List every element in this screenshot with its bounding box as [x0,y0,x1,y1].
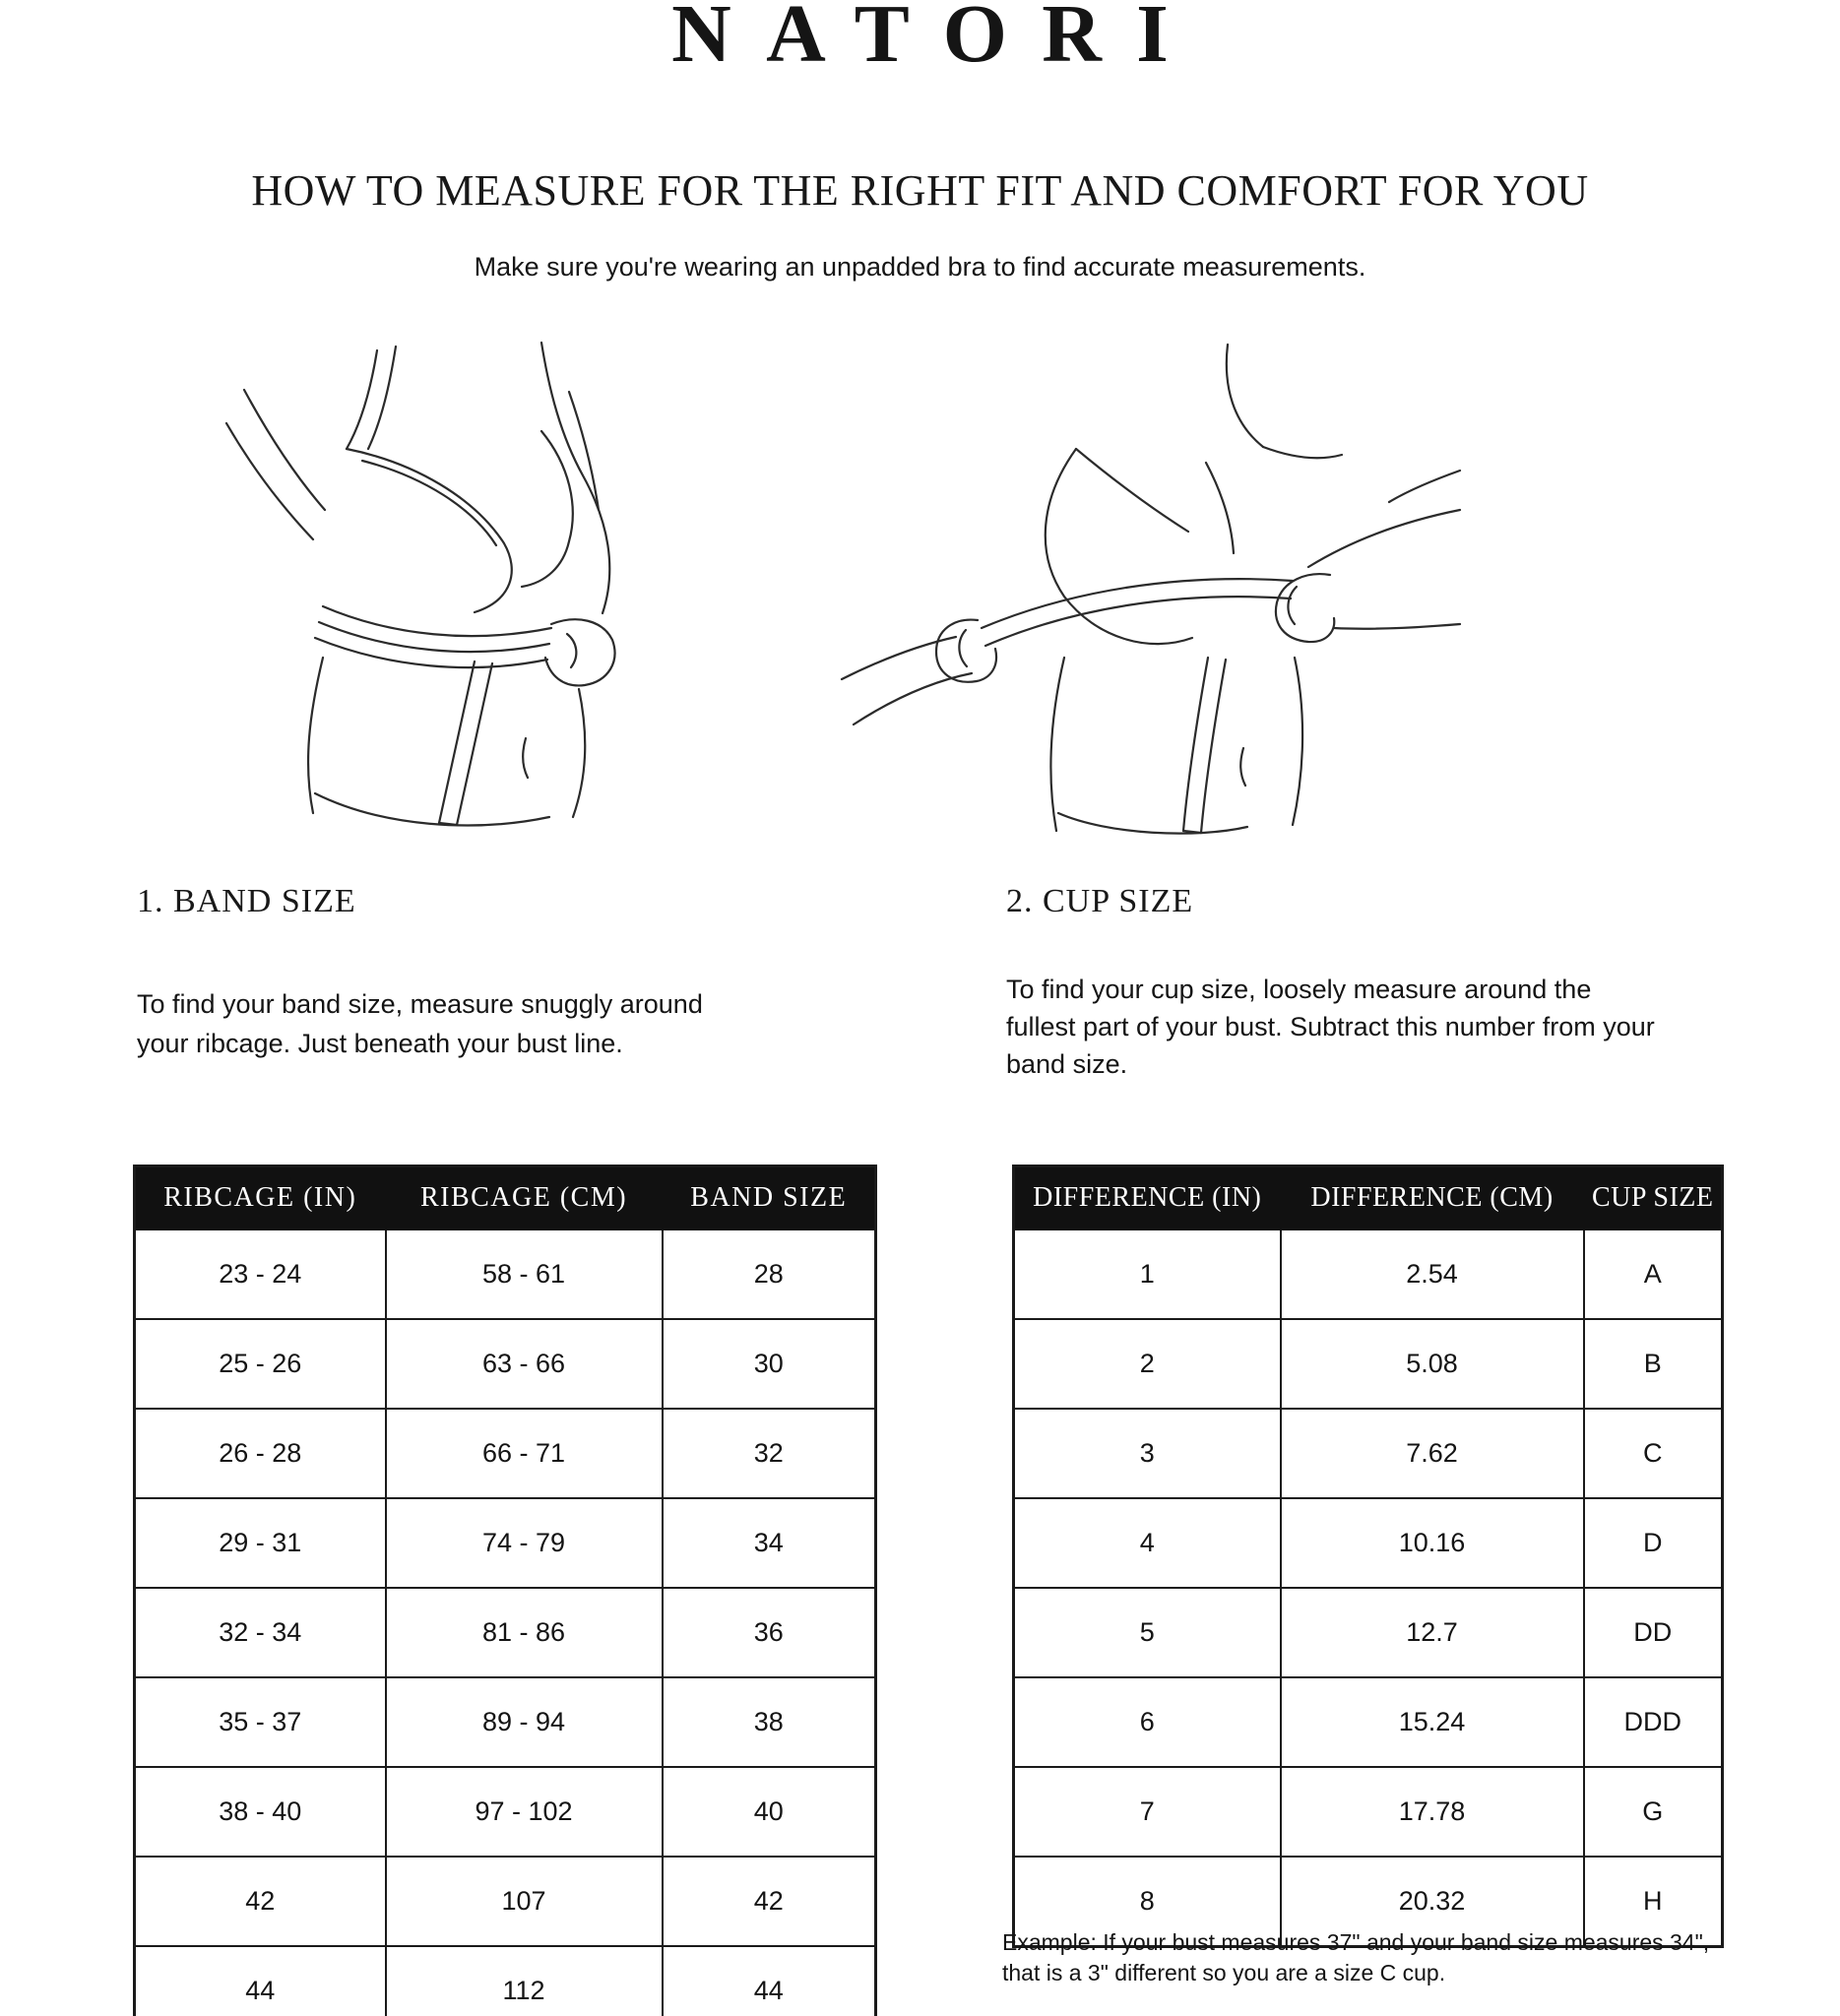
table-cell: 5.08 [1281,1319,1584,1409]
table-row [1014,1767,1723,1857]
table-cell: 42 [135,1857,386,1946]
table-cell: D [1584,1498,1723,1588]
table-cell: DD [1584,1588,1723,1677]
column-header: CUP SIZE [1584,1166,1723,1230]
table-cell: 17.78 [1281,1767,1584,1857]
table-cell: 81 - 86 [386,1588,663,1677]
table-cell: 15.24 [1281,1677,1584,1767]
table-row [1014,1229,1723,1319]
table-cell: 112 [386,1946,663,2016]
table-cell: 1 [1014,1229,1281,1319]
table-cell: H [1584,1857,1723,1947]
table-cell: 5 [1014,1588,1281,1677]
table-cell: 32 - 34 [135,1588,386,1677]
table-cell: 107 [386,1857,663,1946]
table-cell: DDD [1584,1677,1723,1767]
table-cell: 66 - 71 [386,1409,663,1498]
table-row [135,1677,876,1767]
table-cell: 32 [663,1409,876,1498]
table-cell: 23 - 24 [135,1229,386,1319]
table-cell: 28 [663,1229,876,1319]
table-cell: B [1584,1319,1723,1409]
table-cell: 40 [663,1767,876,1857]
table-cell: 36 [663,1588,876,1677]
table-cell: 74 - 79 [386,1498,663,1588]
table-cell: 34 [663,1498,876,1588]
table-cell: 63 - 66 [386,1319,663,1409]
table-cell: 4 [1014,1498,1281,1588]
table-cell: 35 - 37 [135,1677,386,1767]
cup-measurement-illustration [783,333,1462,845]
band-size-table [133,1165,877,2016]
table-row [135,1946,876,2016]
table-cell: 7 [1014,1767,1281,1857]
table-cell: 58 - 61 [386,1229,663,1319]
table-cell: 89 - 94 [386,1677,663,1767]
cup-size-heading: 2. CUP SIZE [1006,883,1194,919]
table-row [1014,1588,1723,1677]
table-cell: 20.32 [1281,1857,1584,1947]
table-cell: A [1584,1229,1723,1319]
cup-size-table [1012,1165,1724,1948]
table-cell: 42 [663,1857,876,1946]
table-row [1014,1409,1723,1498]
table-row [135,1409,876,1498]
table-cell: 97 - 102 [386,1767,663,1857]
table-cell: 29 - 31 [135,1498,386,1588]
table-cell: 38 [663,1677,876,1767]
table-cell: 2.54 [1281,1229,1584,1319]
table-row [135,1857,876,1946]
table-cell: C [1584,1409,1723,1498]
cup-size-description: To find your cup size, loosely measure around the fullest part of your bust. Subtract this number from your band size. [1006,975,1655,1079]
table-cell: 44 [663,1946,876,2016]
table-cell: 26 - 28 [135,1409,386,1498]
table-header-row [1014,1166,1723,1230]
band-size-heading: 1. BAND SIZE [137,883,356,919]
table-cell: 7.62 [1281,1409,1584,1498]
band-measurement-illustration [128,333,788,845]
table-row [135,1767,876,1857]
table-header-row [135,1166,876,1230]
table-cell: 8 [1014,1857,1281,1947]
table-cell: 3 [1014,1409,1281,1498]
column-header: BAND SIZE [663,1166,876,1230]
table-row [1014,1319,1723,1409]
table-row [135,1319,876,1409]
table-row [135,1229,876,1319]
table-row [135,1588,876,1677]
table-cell: 30 [663,1319,876,1409]
column-header: RIBCAGE (CM) [386,1166,663,1230]
table-cell: G [1584,1767,1723,1857]
table-cell: 25 - 26 [135,1319,386,1409]
column-header: DIFFERENCE (IN) [1014,1166,1281,1230]
band-size-description: To find your band size, measure snuggly around your ribcage. Just beneath your bust line. [137,989,703,1058]
column-header: DIFFERENCE (CM) [1281,1166,1584,1230]
page-subtitle: Make sure you're wearing an unpadded bra to find accurate measurements. [474,252,1366,282]
column-header: RIBCAGE (IN) [135,1166,386,1230]
table-cell: 2 [1014,1319,1281,1409]
table-cell: 10.16 [1281,1498,1584,1588]
table-cell: 44 [135,1946,386,2016]
table-row [1014,1677,1723,1767]
sizing-example-note: Example: If your bust measures 37" and your band size measures 34", that is a 3" different so you are a size C cup. [1002,1929,1710,1985]
table-cell: 38 - 40 [135,1767,386,1857]
table-cell: 12.7 [1281,1588,1584,1677]
table-row [135,1498,876,1588]
table-row [1014,1498,1723,1588]
page-title: HOW TO MEASURE FOR THE RIGHT FIT AND COMFORT FOR YOU [251,166,1589,215]
table-cell: 6 [1014,1677,1281,1767]
brand-logo: NATORI [671,0,1204,80]
